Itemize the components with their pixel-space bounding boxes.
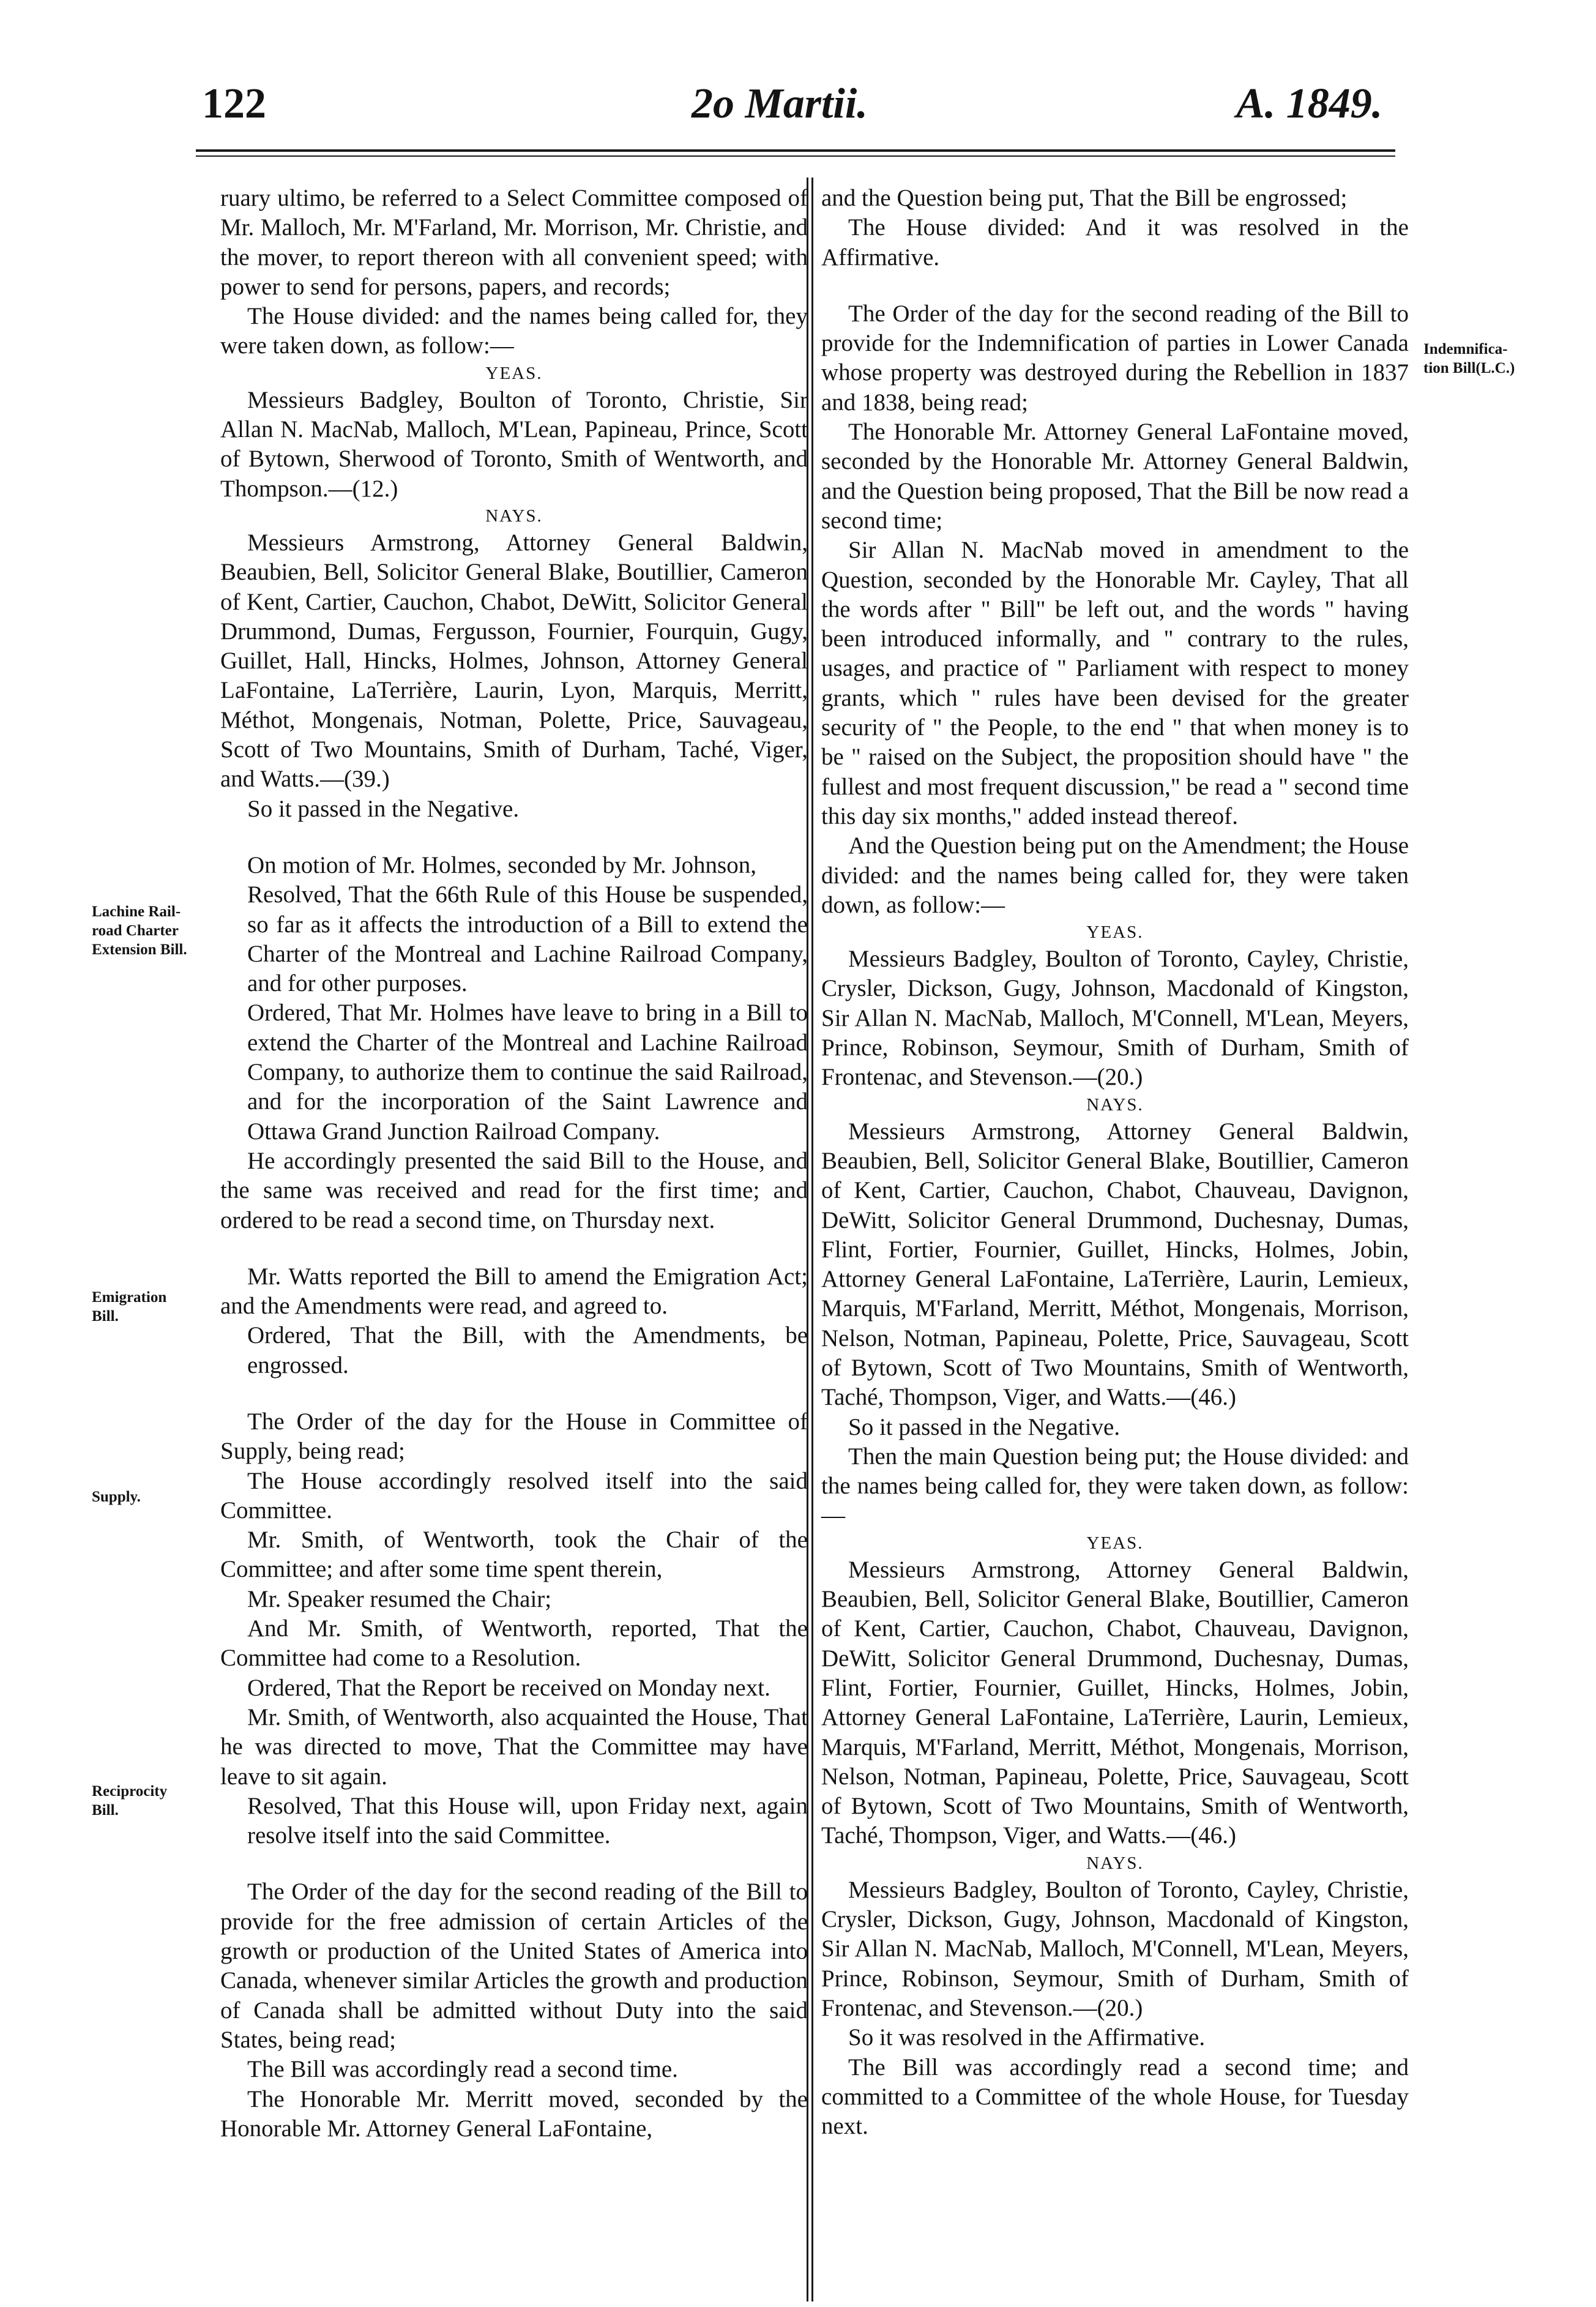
left-paragraph: Mr. Speaker resumed the Chair; — [247, 1585, 552, 1612]
left-paragraph: Ordered, That the Bill, with the Amendments, be engrossed. — [247, 1322, 808, 1378]
right-paragraph: So it was resolved in the Affirmative. — [848, 2024, 1206, 2051]
page-year: A. 1849. — [1236, 80, 1383, 127]
right-paragraph: Sir Allan N. MacNab moved in amendment to the Question, seconded by the Honorable Mr. Cayley, That all the words after " Bill" be left out, and the words " having been introduced informally, and " contrary to the rules, usages, and practice of " Parliament with respect to money grants, which " rules have been devised for the greater security of " the People, to the end " that when money is to be " raised on the Subject, the proposition should have " the fullest and most frequent discussion," be read a " second time this day six months," added instead thereof. — [821, 537, 1409, 829]
left-paragraph: Messieurs Badgley, Boulton of Toronto, Christie, Sir Allan N. MacNab, Malloch, M'Lean, Papineau, Prince, Scott of Bytown, Sherwood of Toronto, Smith of Wentworth, and Thompson.—(12.) — [220, 386, 808, 502]
left-paragraph: ruary ultimo, be referred to a Select Committee composed of Mr. Malloch, Mr. M'Farland, Mr. Morrison, Mr. Christie, and the mover, to report thereon with all convenient speed; with power to send for persons, papers, and records; — [220, 185, 808, 300]
right-paragraph: YEAS. — [1086, 922, 1144, 943]
right-paragraph: The House divided: And it was resolved in the Affirmative. — [821, 214, 1409, 271]
margin-note-supply: Supply. — [92, 1489, 141, 1505]
right-column — [821, 184, 1409, 2141]
left-paragraph: And Mr. Smith, of Wentworth, reported, That the Committee had come to a Resolution. — [220, 1615, 808, 1672]
left-paragraph: The Order of the day for the House in Committee of Supply, being read; — [220, 1408, 808, 1465]
right-paragraph: The Honorable Mr. Attorney General LaFontaine moved, seconded by the Honorable Mr. Attorney General Baldwin, and the Question being proposed, That the Bill be now read a second time; — [821, 419, 1409, 534]
right-paragraph: And the Question being put on the Amendment; the House divided: and the names being called for, they were taken down, as follow:— — [821, 832, 1409, 918]
margin-note-indemnification: Indemnifica- tion Bill(L.C.) — [1423, 341, 1515, 376]
left-paragraph: The Honorable Mr. Merritt moved, seconded by the Honorable Mr. Attorney General LaFontaine, — [220, 2085, 808, 2142]
margin-note-reciprocity: Reciprocity Bill. — [92, 1783, 168, 1819]
right-paragraph: Messieurs Badgley, Boulton of Toronto, Cayley, Christie, Crysler, Dickson, Gugy, Johnson, Macdonald of Kingston, Sir Allan N. MacNab, Malloch, M'Connell, M'Lean, Meyers, Prince, Robinson, Seymour, Smith of Durham, Smith of Frontenac, and Stevenson.—(20.) — [821, 946, 1409, 1091]
right-paragraph: The Order of the day for the second reading of the Bill to provide for the Indemnification of parties in Lower Canada whose property was destroyed during the Rebellion in 1837 and 1838, being read; — [821, 300, 1409, 416]
column-divider-right — [811, 178, 813, 2301]
page-number: 122 — [202, 80, 266, 127]
right-paragraph: The Bill was accordingly read a second time; and committed to a Committee of the whole House, for Tuesday next. — [821, 2054, 1409, 2140]
right-paragraph: Messieurs Badgley, Boulton of Toronto, Cayley, Christie, Crysler, Dickson, Gugy, Johnson, Macdonald of Kingston, Sir Allan N. MacNab, Malloch, M'Connell, M'Lean, Meyers, Prince, Robinson, Seymour, Smith of Durham, Smith of Frontenac, and Stevenson.—(20.) — [821, 1876, 1409, 2021]
left-paragraph: The Order of the day for the second reading of the Bill to provide for the free admission of certain Articles of the growth or production of the United States of America into Canada, whenever similar Articles the growth and production of Canada shall be admitted without Duty into the said States, being read; — [220, 1879, 808, 2053]
margin-note-emigration: Emigration Bill. — [92, 1289, 167, 1325]
right-paragraph: YEAS. — [1086, 1533, 1144, 1553]
left-paragraph: NAYS. — [485, 506, 543, 526]
left-paragraph: On motion of Mr. Holmes, seconded by Mr. Johnson, — [247, 851, 756, 878]
left-paragraph: Mr. Smith, of Wentworth, also acquainted the House, That he was directed to move, That the Committee may have leave to sit again. — [220, 1703, 808, 1790]
left-paragraph: The House divided: and the names being called for, they were taken down, as follow:— — [220, 303, 808, 359]
page-header — [0, 73, 1596, 135]
left-paragraph: Ordered, That the Report be received on Monday next. — [247, 1674, 770, 1701]
right-paragraph: NAYS. — [1086, 1853, 1144, 1873]
left-paragraph: YEAS. — [485, 363, 543, 383]
margin-note-lachine: Lachine Rail- road Charter Extension Bill. — [92, 903, 187, 958]
header-rule-bottom — [196, 155, 1395, 157]
left-paragraph: Mr. Smith, of Wentworth, took the Chair of the Committee; and after some time spent therein, — [220, 1527, 808, 1583]
right-paragraph: Then the main Question being put; the House divided: and the names being called for, they were taken down, as follow:— — [821, 1443, 1409, 1529]
left-paragraph: Messieurs Armstrong, Attorney General Baldwin, Beaubien, Bell, Solicitor General Blake, Boutillier, Cameron of Kent, Cartier, Cauchon, Chabot, DeWitt, Solicitor General Drummond, Dumas, Fergusson, Fournier, Fourquin, Gugy, Guillet, Hall, Hincks, Holmes, Johnson, Attorney General LaFontaine, LaTerrière, Laurin, Lyon, Marquis, Merritt, Méthot, Mongenais, Notman, Polette, Price, Sauvageau, Scott of Two Mountains, Smith of Durham, Taché, Viger, and Watts.—(39.) — [220, 529, 808, 793]
right-paragraph: and the Question being put, That the Bill be engrossed; — [821, 185, 1348, 211]
left-paragraph: Resolved, That the 66th Rule of this House be suspended, so far as it affects the introduction of a Bill to extend the Charter of the Montreal and Lachine Railroad Company, and for other purposes. — [247, 881, 808, 997]
right-paragraph: Messieurs Armstrong, Attorney General Baldwin, Beaubien, Bell, Solicitor General Blake, Boutillier, Cameron of Kent, Cartier, Cauchon, Chabot, Chauveau, Davignon, DeWitt, Solicitor General Drummond, Duchesnay, Dumas, Flint, Fortier, Fournier, Guillet, Hincks, Holmes, Jobin, Attorney General LaFontaine, LaTerrière, Laurin, Lemieux, Marquis, M'Farland, Merritt, Méthot, Mongenais, Morrison, Nelson, Notman, Papineau, Polette, Price, Sauvageau, Scott of Bytown, Scott of Two Mountains, Smith of Wentworth, Taché, Thompson, Viger, and Watts.—(46.) — [821, 1118, 1409, 1411]
page-date: 2o Martii. — [692, 80, 868, 127]
left-paragraph: He accordingly presented the said Bill to the House, and the same was received and read for the first time; and ordered to be read a second time, on Thursday next. — [220, 1147, 808, 1233]
left-paragraph: Resolved, That this House will, upon Friday next, again resolve itself into the said Committee. — [247, 1792, 808, 1849]
right-paragraph: So it passed in the Negative. — [848, 1413, 1121, 1440]
right-paragraph: NAYS. — [1086, 1094, 1144, 1115]
right-paragraph: Messieurs Armstrong, Attorney General Baldwin, Beaubien, Bell, Solicitor General Blake, Boutillier, Cameron of Kent, Cartier, Cauchon, Chabot, Chauveau, Davignon, DeWitt, Solicitor General Drummond, Duchesnay, Dumas, Flint, Fortier, Fournier, Guillet, Hincks, Holmes, Jobin, Attorney General LaFontaine, LaTerrière, Laurin, Lemieux, Marquis, M'Farland, Merritt, Méthot, Mongenais, Morrison, Nelson, Notman, Papineau, Polette, Price, Sauvageau, Scott of Bytown, Scott of Two Mountains, Smith of Wentworth, Taché, Thompson, Viger, and Watts.—(46.) — [821, 1556, 1409, 1849]
left-paragraph: So it passed in the Negative. — [247, 795, 520, 822]
left-paragraph: The Bill was accordingly read a second time. — [247, 2056, 678, 2083]
left-paragraph: The House accordingly resolved itself into the said Committee. — [220, 1467, 808, 1524]
left-paragraph: Ordered, That Mr. Holmes have leave to bring in a Bill to extend the Charter of the Montreal and Lachine Railroad Company, to authorize them to continue the said Railroad, and for the incorporation of the Saint Lawrence and Ottawa Grand Junction Railroad Company. — [247, 1000, 808, 1145]
left-column — [220, 184, 808, 2144]
header-rule-top — [196, 149, 1395, 152]
left-paragraph: Mr. Watts reported the Bill to amend the Emigration Act; and the Amendments were read, and agreed to. — [220, 1263, 808, 1320]
